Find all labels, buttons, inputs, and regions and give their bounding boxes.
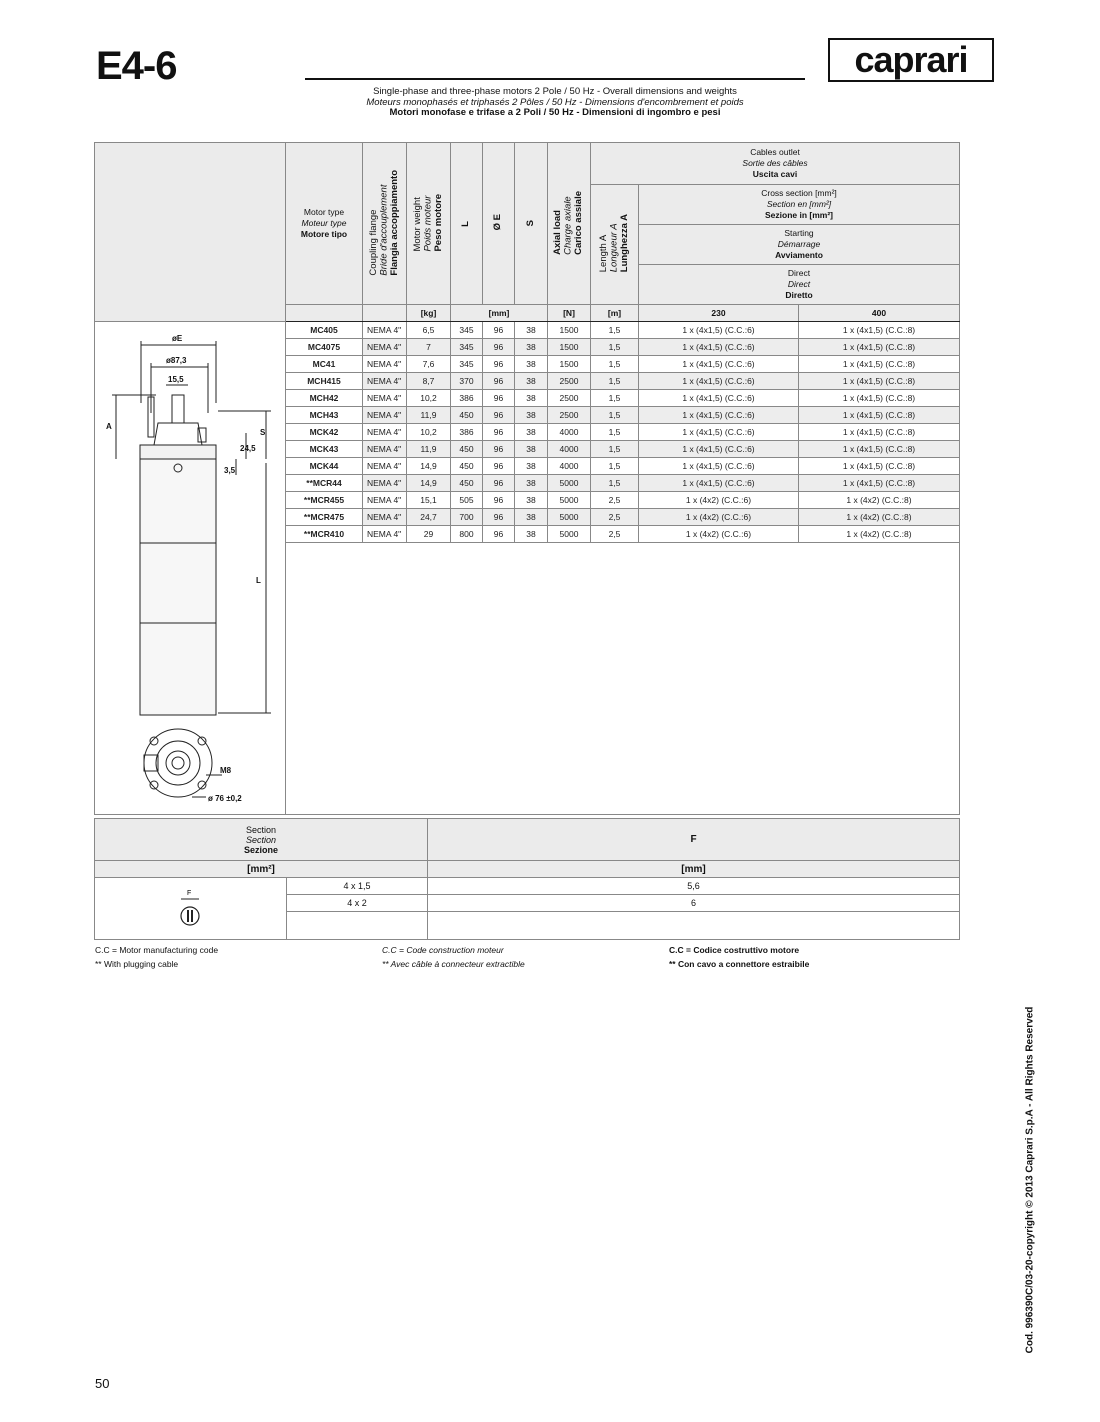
cell-S: 38 xyxy=(515,441,548,458)
cell-v400: 1 x (4x1,5) (C.C.:8) xyxy=(799,322,960,339)
cell-flange: NEMA 4" xyxy=(363,509,407,526)
cell-v230: 1 x (4x1,5) (C.C.:6) xyxy=(639,407,799,424)
cell-L: 345 xyxy=(451,339,483,356)
section-row-1-section: 4 x 1,5 xyxy=(287,878,428,895)
cell-S: 38 xyxy=(515,339,548,356)
cable-section-table xyxy=(94,818,960,940)
section-row-2-F: 6 xyxy=(428,895,960,912)
cell-kg: 7,6 xyxy=(407,356,451,373)
cell-m: 1,5 xyxy=(591,458,639,475)
starting-header: Starting Démarrage Avviamento xyxy=(639,225,960,265)
cell-flange: NEMA 4" xyxy=(363,339,407,356)
subtitle-it: Motori monofase e trifase a 2 Poli / 50 Hz - Dimensioni di ingombro e pesi xyxy=(389,107,721,118)
cell-v400: 1 x (4x1,5) (C.C.:8) xyxy=(799,424,960,441)
cell-m: 1,5 xyxy=(591,390,639,407)
cell-L: 700 xyxy=(451,509,483,526)
cell-E: 96 xyxy=(483,458,515,475)
cell-E: 96 xyxy=(483,509,515,526)
cell-kg: 11,9 xyxy=(407,441,451,458)
cell-v230: 1 x (4x2) (C.C.:6) xyxy=(639,509,799,526)
E-header: Ø E xyxy=(483,143,515,305)
cell-S: 38 xyxy=(515,424,548,441)
cell-kg: 6,5 xyxy=(407,322,451,339)
dim-E-label: øE xyxy=(172,334,183,343)
cell-model: MCH42 xyxy=(286,390,363,407)
cell-E: 96 xyxy=(483,356,515,373)
dim-35-label: 3,5 xyxy=(224,466,236,475)
cell-N: 5000 xyxy=(548,475,591,492)
catalog-code: E4-6 xyxy=(96,44,177,88)
cell-E: 96 xyxy=(483,373,515,390)
subtitle-en: Single-phase and three-phase motors 2 Pole / 50 Hz - Overall dimensions and weights xyxy=(373,86,737,97)
cell-v400: 1 x (4x2) (C.C.:8) xyxy=(799,509,960,526)
dim-245-label: 24,5 xyxy=(240,444,256,453)
cell-kg: 11,9 xyxy=(407,407,451,424)
cell-L: 505 xyxy=(451,492,483,509)
cell-S: 38 xyxy=(515,356,548,373)
cell-v230: 1 x (4x1,5) (C.C.:6) xyxy=(639,356,799,373)
cell-model: MC41 xyxy=(286,356,363,373)
cell-m: 1,5 xyxy=(591,475,639,492)
cell-model: MCK43 xyxy=(286,441,363,458)
cables-outlet-header: Cables outlet Sortie des câbles Uscita cavi xyxy=(591,143,960,185)
cell-E: 96 xyxy=(483,339,515,356)
cell-flange: NEMA 4" xyxy=(363,441,407,458)
cell-N: 5000 xyxy=(548,509,591,526)
footnotes-fr: C.C = Code construction moteur ** Avec câble à connecteur extractible xyxy=(382,945,525,969)
cell-L: 450 xyxy=(451,458,483,475)
cell-S: 38 xyxy=(515,322,548,339)
cell-N: 1500 xyxy=(548,356,591,373)
cell-L: 450 xyxy=(451,441,483,458)
direct-header: Direct Direct Diretto xyxy=(639,265,960,305)
cell-v400: 1 x (4x1,5) (C.C.:8) xyxy=(799,441,960,458)
cell-m: 1,5 xyxy=(591,339,639,356)
cell-E: 96 xyxy=(483,407,515,424)
coupling-flange-header: Coupling flange Bride d'accouplement Flangia accoppiamento xyxy=(363,143,407,305)
cell-m: 1,5 xyxy=(591,424,639,441)
section-row-2-section: 4 x 2 xyxy=(287,895,428,912)
cell-flange: NEMA 4" xyxy=(363,526,407,543)
unit-mm2: [mm²] xyxy=(95,861,428,878)
cell-v400: 1 x (4x2) (C.C.:8) xyxy=(799,526,960,543)
cell-L: 800 xyxy=(451,526,483,543)
cell-N: 4000 xyxy=(548,458,591,475)
subtitle-fr: Moteurs monophasés et triphasés 2 Pôles / 50 Hz - Dimensions d'encombrement et poids xyxy=(366,96,744,108)
length-A-header: Length A Longueur A Lunghezza A xyxy=(591,185,639,305)
cell-kg: 24,7 xyxy=(407,509,451,526)
cell-flange: NEMA 4" xyxy=(363,373,407,390)
F-header: F xyxy=(428,819,960,861)
cell-flange: NEMA 4" xyxy=(363,424,407,441)
cell-E: 96 xyxy=(483,492,515,509)
cell-E: 96 xyxy=(483,322,515,339)
cell-model: **MCR44 xyxy=(286,475,363,492)
unit-m: [m] xyxy=(591,305,639,322)
cell-S: 38 xyxy=(515,407,548,424)
footnotes-en: C.C = Motor manufacturing code ** With plugging cable xyxy=(95,945,219,969)
cell-flange: NEMA 4" xyxy=(363,458,407,475)
cell-v230: 1 x (4x1,5) (C.C.:6) xyxy=(639,390,799,407)
cell-v230: 1 x (4x1,5) (C.C.:6) xyxy=(639,441,799,458)
cell-model: MCK42 xyxy=(286,424,363,441)
cell-S: 38 xyxy=(515,509,548,526)
unit-N: [N] xyxy=(548,305,591,322)
unit-230: 230 xyxy=(639,305,799,322)
cell-model: MC405 xyxy=(286,322,363,339)
cell-model: **MCR475 xyxy=(286,509,363,526)
cell-kg: 14,9 xyxy=(407,458,451,475)
cell-E: 96 xyxy=(483,475,515,492)
connector-icon xyxy=(171,886,211,930)
empty-area xyxy=(286,543,960,815)
cell-N: 2500 xyxy=(548,390,591,407)
cell-kg: 10,2 xyxy=(407,390,451,407)
page-subtitle xyxy=(305,87,805,119)
cell-v400: 1 x (4x1,5) (C.C.:8) xyxy=(799,390,960,407)
cell-L: 450 xyxy=(451,407,483,424)
cell-flange: NEMA 4" xyxy=(363,492,407,509)
cell-kg: 14,9 xyxy=(407,475,451,492)
unit-kg: [kg] xyxy=(407,305,451,322)
cell-flange: NEMA 4" xyxy=(363,322,407,339)
cell-m: 2,5 xyxy=(591,526,639,543)
footnotes-it: C.C = Codice costruttivo motore ** Con cavo a connettore estraibile xyxy=(669,945,810,969)
cell-flange: NEMA 4" xyxy=(363,475,407,492)
unit-blank xyxy=(363,305,407,322)
unit-mm: [mm] xyxy=(428,861,960,878)
cell-L: 450 xyxy=(451,475,483,492)
L-header: L xyxy=(451,143,483,305)
cell-m: 1,5 xyxy=(591,356,639,373)
cell-N: 5000 xyxy=(548,492,591,509)
dim-155-label: 15,5 xyxy=(168,375,184,384)
cell-flange: NEMA 4" xyxy=(363,407,407,424)
motor-weight-header: Motor weight Poids moteur Peso motore xyxy=(407,143,451,305)
cell-m: 1,5 xyxy=(591,373,639,390)
cell-N: 2500 xyxy=(548,407,591,424)
cell-E: 96 xyxy=(483,424,515,441)
cell-v400: 1 x (4x1,5) (C.C.:8) xyxy=(799,475,960,492)
unit-400: 400 xyxy=(799,305,960,322)
motor-type-header: Motor type Moteur type Motore tipo xyxy=(286,143,363,305)
cell-model: **MCR410 xyxy=(286,526,363,543)
section-row-1-F: 5,6 xyxy=(428,878,960,895)
cell-N: 5000 xyxy=(548,526,591,543)
cell-m: 1,5 xyxy=(591,441,639,458)
cell-S: 38 xyxy=(515,475,548,492)
cell-model: MC4075 xyxy=(286,339,363,356)
cell-model: MCH43 xyxy=(286,407,363,424)
cell-v230: 1 x (4x1,5) (C.C.:6) xyxy=(639,458,799,475)
motor-technical-drawing xyxy=(96,323,284,813)
cell-L: 345 xyxy=(451,322,483,339)
cell-kg: 7 xyxy=(407,339,451,356)
cell-v400: 1 x (4x2) (C.C.:8) xyxy=(799,492,960,509)
cell-L: 386 xyxy=(451,424,483,441)
bolt-label: M8 xyxy=(220,766,232,775)
section-empty xyxy=(428,912,960,940)
cell-model: MCH415 xyxy=(286,373,363,390)
cell-N: 4000 xyxy=(548,424,591,441)
cell-flange: NEMA 4" xyxy=(363,390,407,407)
cell-v230: 1 x (4x1,5) (C.C.:6) xyxy=(639,475,799,492)
cell-kg: 15,1 xyxy=(407,492,451,509)
cell-v230: 1 x (4x1,5) (C.C.:6) xyxy=(639,424,799,441)
cell-v230: 1 x (4x1,5) (C.C.:6) xyxy=(639,339,799,356)
dim-76-label: ø 76 ±0,2 xyxy=(208,794,242,803)
page-number: 50 xyxy=(95,1376,110,1391)
section-header: Section Section Sezione xyxy=(95,819,428,861)
cell-v400: 1 x (4x1,5) (C.C.:8) xyxy=(799,407,960,424)
cell-S: 38 xyxy=(515,526,548,543)
svg-text:F: F xyxy=(186,889,191,897)
dim-S-label: S xyxy=(260,428,266,437)
cell-m: 2,5 xyxy=(591,492,639,509)
cell-N: 2500 xyxy=(548,373,591,390)
unit-blank xyxy=(286,305,363,322)
cross-section-header: Cross section [mm²] Section en [mm²] Sezione in [mm²] xyxy=(639,185,960,225)
cell-v230: 1 x (4x2) (C.C.:6) xyxy=(639,526,799,543)
cell-kg: 10,2 xyxy=(407,424,451,441)
dim-A-label: A xyxy=(106,422,112,431)
cell-v230: 1 x (4x2) (C.C.:6) xyxy=(639,492,799,509)
cell-v230: 1 x (4x1,5) (C.C.:6) xyxy=(639,373,799,390)
cell-E: 96 xyxy=(483,441,515,458)
cell-v230: 1 x (4x1,5) (C.C.:6) xyxy=(639,322,799,339)
cell-model: MCK44 xyxy=(286,458,363,475)
cell-v400: 1 x (4x1,5) (C.C.:8) xyxy=(799,373,960,390)
drawing-header-cell xyxy=(95,143,286,322)
cell-S: 38 xyxy=(515,492,548,509)
dim-873-label: ø87,3 xyxy=(166,356,187,365)
cell-model: **MCR455 xyxy=(286,492,363,509)
cell-N: 4000 xyxy=(548,441,591,458)
cell-N: 1500 xyxy=(548,339,591,356)
unit-mm: [mm] xyxy=(451,305,548,322)
cell-E: 96 xyxy=(483,390,515,407)
cell-L: 386 xyxy=(451,390,483,407)
cell-m: 2,5 xyxy=(591,509,639,526)
cell-m: 1,5 xyxy=(591,322,639,339)
caprari-logo: caprari xyxy=(828,38,994,82)
cell-kg: 8,7 xyxy=(407,373,451,390)
cell-flange: NEMA 4" xyxy=(363,356,407,373)
cell-v400: 1 x (4x1,5) (C.C.:8) xyxy=(799,356,960,373)
cell-kg: 29 xyxy=(407,526,451,543)
section-empty xyxy=(287,912,428,940)
cell-L: 345 xyxy=(451,356,483,373)
connector-icon-cell xyxy=(95,878,287,940)
cell-v400: 1 x (4x1,5) (C.C.:8) xyxy=(799,458,960,475)
cell-S: 38 xyxy=(515,458,548,475)
cell-N: 1500 xyxy=(548,322,591,339)
cell-m: 1,5 xyxy=(591,407,639,424)
axial-load-header: Axial load Charge axiale Carico assiale xyxy=(548,143,591,305)
cell-S: 38 xyxy=(515,390,548,407)
cell-E: 96 xyxy=(483,526,515,543)
cell-v400: 1 x (4x1,5) (C.C.:8) xyxy=(799,339,960,356)
S-header: S xyxy=(515,143,548,305)
cell-L: 370 xyxy=(451,373,483,390)
cell-S: 38 xyxy=(515,373,548,390)
dim-L-label: L xyxy=(256,576,261,585)
title-rule xyxy=(305,78,805,80)
